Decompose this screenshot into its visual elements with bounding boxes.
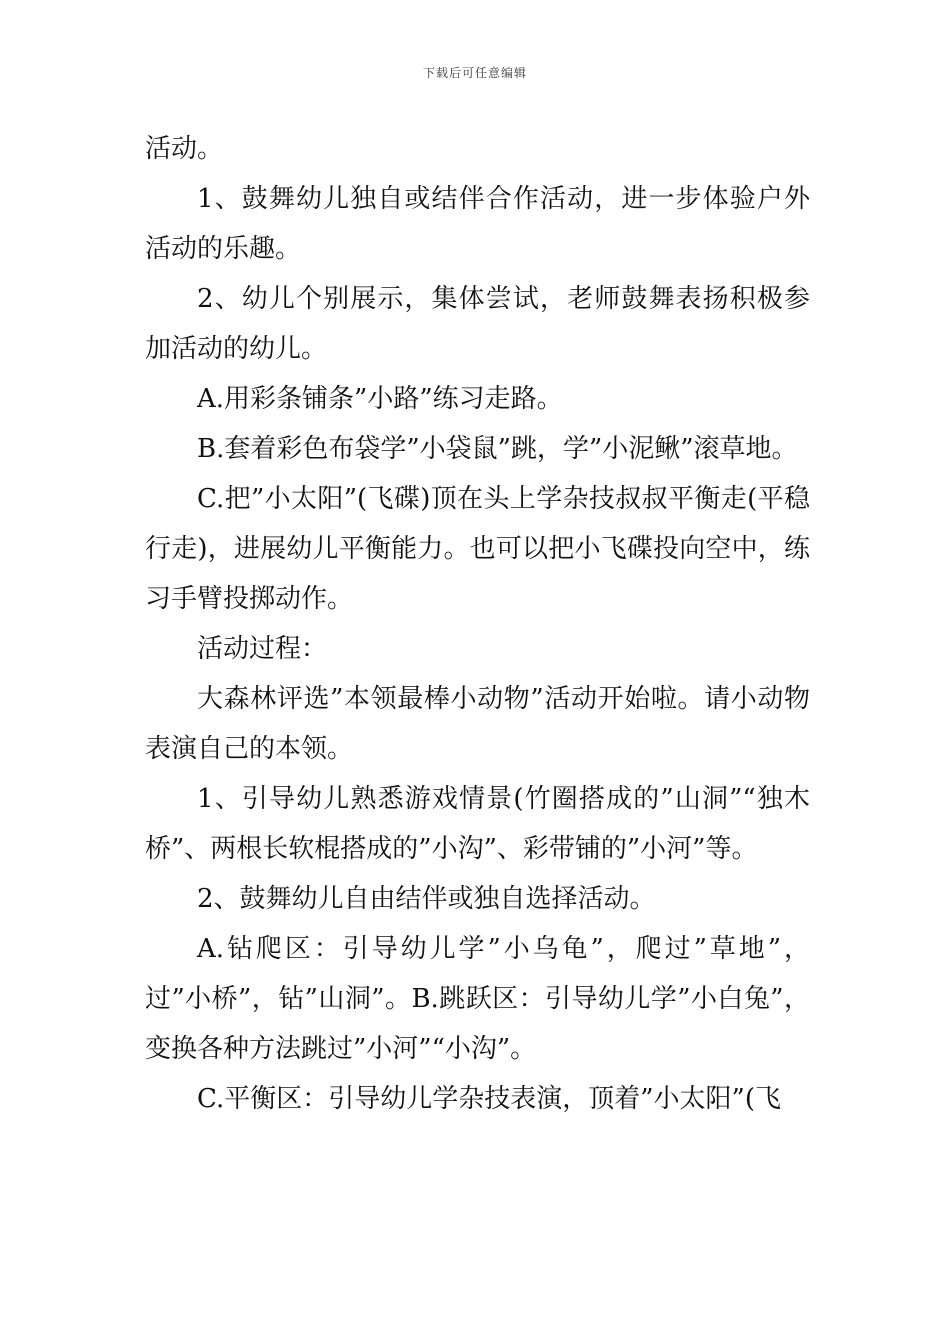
paragraph: 1、鼓舞幼儿独自或结伴合作活动，进一步体验户外活动的乐趣。 <box>145 184 810 264</box>
paragraph: 活动过程： <box>197 634 328 664</box>
paragraph: 2、幼儿个别展示，集体尝试，老师鼓舞表扬积极参加活动的幼儿。 <box>145 284 810 364</box>
paragraph: 大森林评选”本领最棒小动物”活动开始啦。请小动物表演自己的本领。 <box>145 684 810 764</box>
paragraph: 1、引导幼儿熟悉游戏情景(竹圈搭成的”山洞”“独木桥”、两根长软棍搭成的”小沟”、彩带铺的”小河”等。 <box>145 784 810 864</box>
document-body <box>145 124 810 1124</box>
paragraph: 活动。 <box>145 134 224 164</box>
paragraph: B.套着彩色布袋学”小袋鼠”跳，学”小泥鳅”滚草地。 <box>197 434 798 464</box>
page-header-note: 下载后可任意编辑 <box>422 66 527 80</box>
paragraph: 2、鼓舞幼儿自由结伴或独自选择活动。 <box>197 884 656 914</box>
paragraph: A.钻爬区：引导幼儿学”小乌龟”，爬过”草地”，过”小桥”，钻”山洞”。B.跳跃区：引导幼儿学”小白兔”，变换各种方法跳过”小河”“小沟”。 <box>145 934 810 1064</box>
paragraph: C.把”小太阳”(飞碟)顶在头上学杂技叔叔平衡走(平稳行走)，进展幼儿平衡能力。也可以把小飞碟投向空中，练习手臂投掷动作。 <box>145 484 810 614</box>
paragraph: A.用彩条铺条”小路”练习走路。 <box>197 384 563 414</box>
paragraph: C.平衡区：引导幼儿学杂技表演，顶着”小太阳”(飞 <box>197 1084 781 1114</box>
